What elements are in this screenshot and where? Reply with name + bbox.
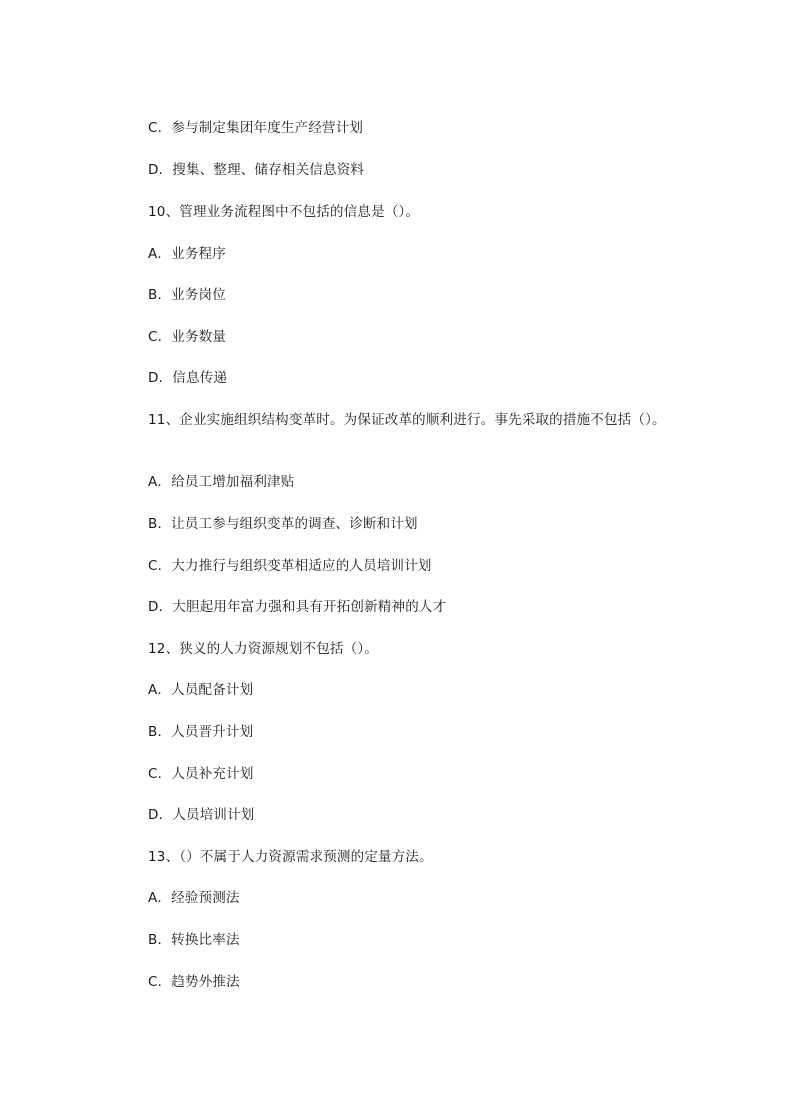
- question-10: 10、管理业务流程图中不包括的信息是（）。: [148, 204, 420, 220]
- question-12: 12、狭义的人力资源规划不包括（）。: [148, 641, 379, 657]
- option-c-q11: C．大力推行与组织变革相适应的人员培训计划: [148, 558, 432, 574]
- option-b-q12: B．人员晋升计划: [148, 724, 254, 740]
- option-c-q9: C．参与制定集团年度生产经营计划: [148, 120, 364, 136]
- option-c-q10: C．业务数量: [148, 329, 227, 345]
- option-d-q9: D．搜集、整理、储存相关信息资料: [148, 162, 365, 178]
- option-a-q10: A．业务程序: [148, 246, 226, 262]
- option-a-q13: A．经验预测法: [148, 890, 240, 906]
- option-b-q13: B．转换比率法: [148, 932, 240, 948]
- option-d-q11: D．大胆起用年富力强和具有开拓创新精神的人才: [148, 599, 447, 615]
- option-b-q11: B．让员工参与组织变革的调查、诊断和计划: [148, 516, 418, 532]
- option-a-q11: A．给员工增加福利津贴: [148, 474, 295, 490]
- option-c-q13: C．趋势外推法: [148, 974, 240, 990]
- option-d-q10: D．信息传递: [148, 370, 228, 386]
- option-b-q10: B．业务岗位: [148, 287, 226, 303]
- option-d-q12: D．人员培训计划: [148, 807, 255, 823]
- question-11: 11、企业实施组织结构变革时。为保证改革的顺利进行。事先采取的措施不包括（）。: [148, 412, 666, 428]
- option-c-q12: C．人员补充计划: [148, 766, 254, 782]
- option-a-q12: A．人员配备计划: [148, 682, 254, 698]
- question-13: 13、（）不属于人力资源需求预测的定量方法。: [148, 849, 433, 865]
